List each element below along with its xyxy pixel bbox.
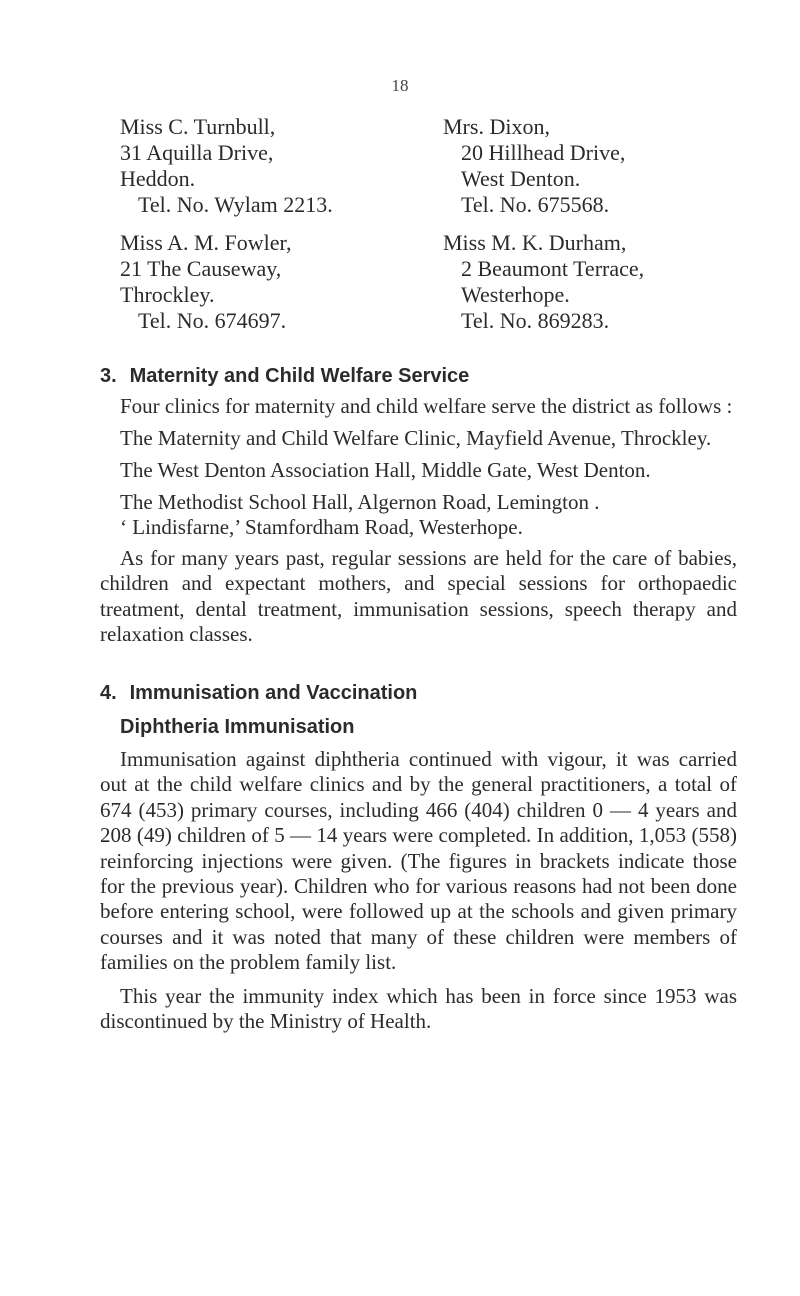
- address-block-durham: [443, 230, 644, 334]
- diphtheria-subheading: Diphtheria Immunisation: [120, 716, 355, 738]
- address-telephone: Tel. No. 674697.: [138, 308, 287, 333]
- address-locality: Heddon.: [120, 166, 196, 191]
- address-locality: Westerhope.: [461, 282, 570, 307]
- address-telephone: Tel. No. 675568.: [461, 192, 610, 217]
- section-3-heading: [100, 365, 469, 388]
- section-3-paragraph: As for many years past, regular sessions are held for the care of babies, children and expectant mothers, and special sessions for orthopaedic treatment, dental treatment, immunisation sessions, speech therapy and relaxation classes.: [100, 546, 737, 647]
- address-name: Miss C. Turnbull,: [120, 114, 276, 139]
- address-locality: Throckley.: [120, 282, 215, 307]
- address-street: 31 Aquilla Drive,: [120, 140, 274, 165]
- clinic-list-item: The West Denton Association Hall, Middle Gate, West Denton.: [120, 458, 651, 482]
- immunity-index-paragraph: This year the immunity index which has been in force since 1953 was discontinued by the Ministry of Health.: [100, 984, 737, 1034]
- section-number: 4.: [100, 682, 117, 704]
- address-street: 21 The Causeway,: [120, 256, 282, 281]
- address-name: Miss M. K. Durham,: [443, 230, 627, 255]
- address-telephone: Tel. No. Wylam 2213.: [138, 192, 333, 217]
- section-title: Maternity and Child Welfare Service: [129, 365, 470, 387]
- address-block-fowler: [120, 230, 291, 334]
- address-block-turnbull: [120, 114, 333, 218]
- clinic-list-item: The Maternity and Child Welfare Clinic, Mayfield Avenue, Throckley.: [120, 426, 712, 450]
- clinic-list-item: ‘ Lindisfarne,’ Stamfordham Road, Westerhope.: [120, 515, 523, 539]
- address-street: 20 Hillhead Drive,: [461, 140, 626, 165]
- address-name: Miss A. M. Fowler,: [120, 230, 292, 255]
- address-street: 2 Beaumont Terrace,: [461, 256, 645, 281]
- address-telephone: Tel. No. 869283.: [461, 308, 610, 333]
- immunisation-paragraph: Immunisation against diphtheria continued with vigour, it was carried out at the child welfare clinics and by the general practitioners, a total of 674 (453) primary courses, including 466 (404) children 0 — 4 years and 208 (49) children of 5 — 14 years were completed. In addition, 1,053 (558) reinforcing injections were given. (The figures in brackets indicate those for the previous year). Children who for various reasons had not been done before entering school, were followed up at the schools and given primary courses and it was noted that many of these children were members of families on the problem family list.: [100, 747, 737, 975]
- section-title: Immunisation and Vaccination: [129, 682, 418, 704]
- section-number: 3.: [100, 365, 117, 387]
- section-4-heading: [100, 682, 417, 705]
- page-number: 18: [391, 76, 409, 95]
- address-name: Mrs. Dixon,: [443, 114, 550, 139]
- address-locality: West Denton.: [461, 166, 581, 191]
- section-3-intro: Four clinics for maternity and child welfare serve the district as follows :: [120, 394, 733, 418]
- clinic-list-item: The Methodist School Hall, Algernon Road, Lemington .: [120, 490, 600, 514]
- address-block-dixon: [443, 114, 625, 218]
